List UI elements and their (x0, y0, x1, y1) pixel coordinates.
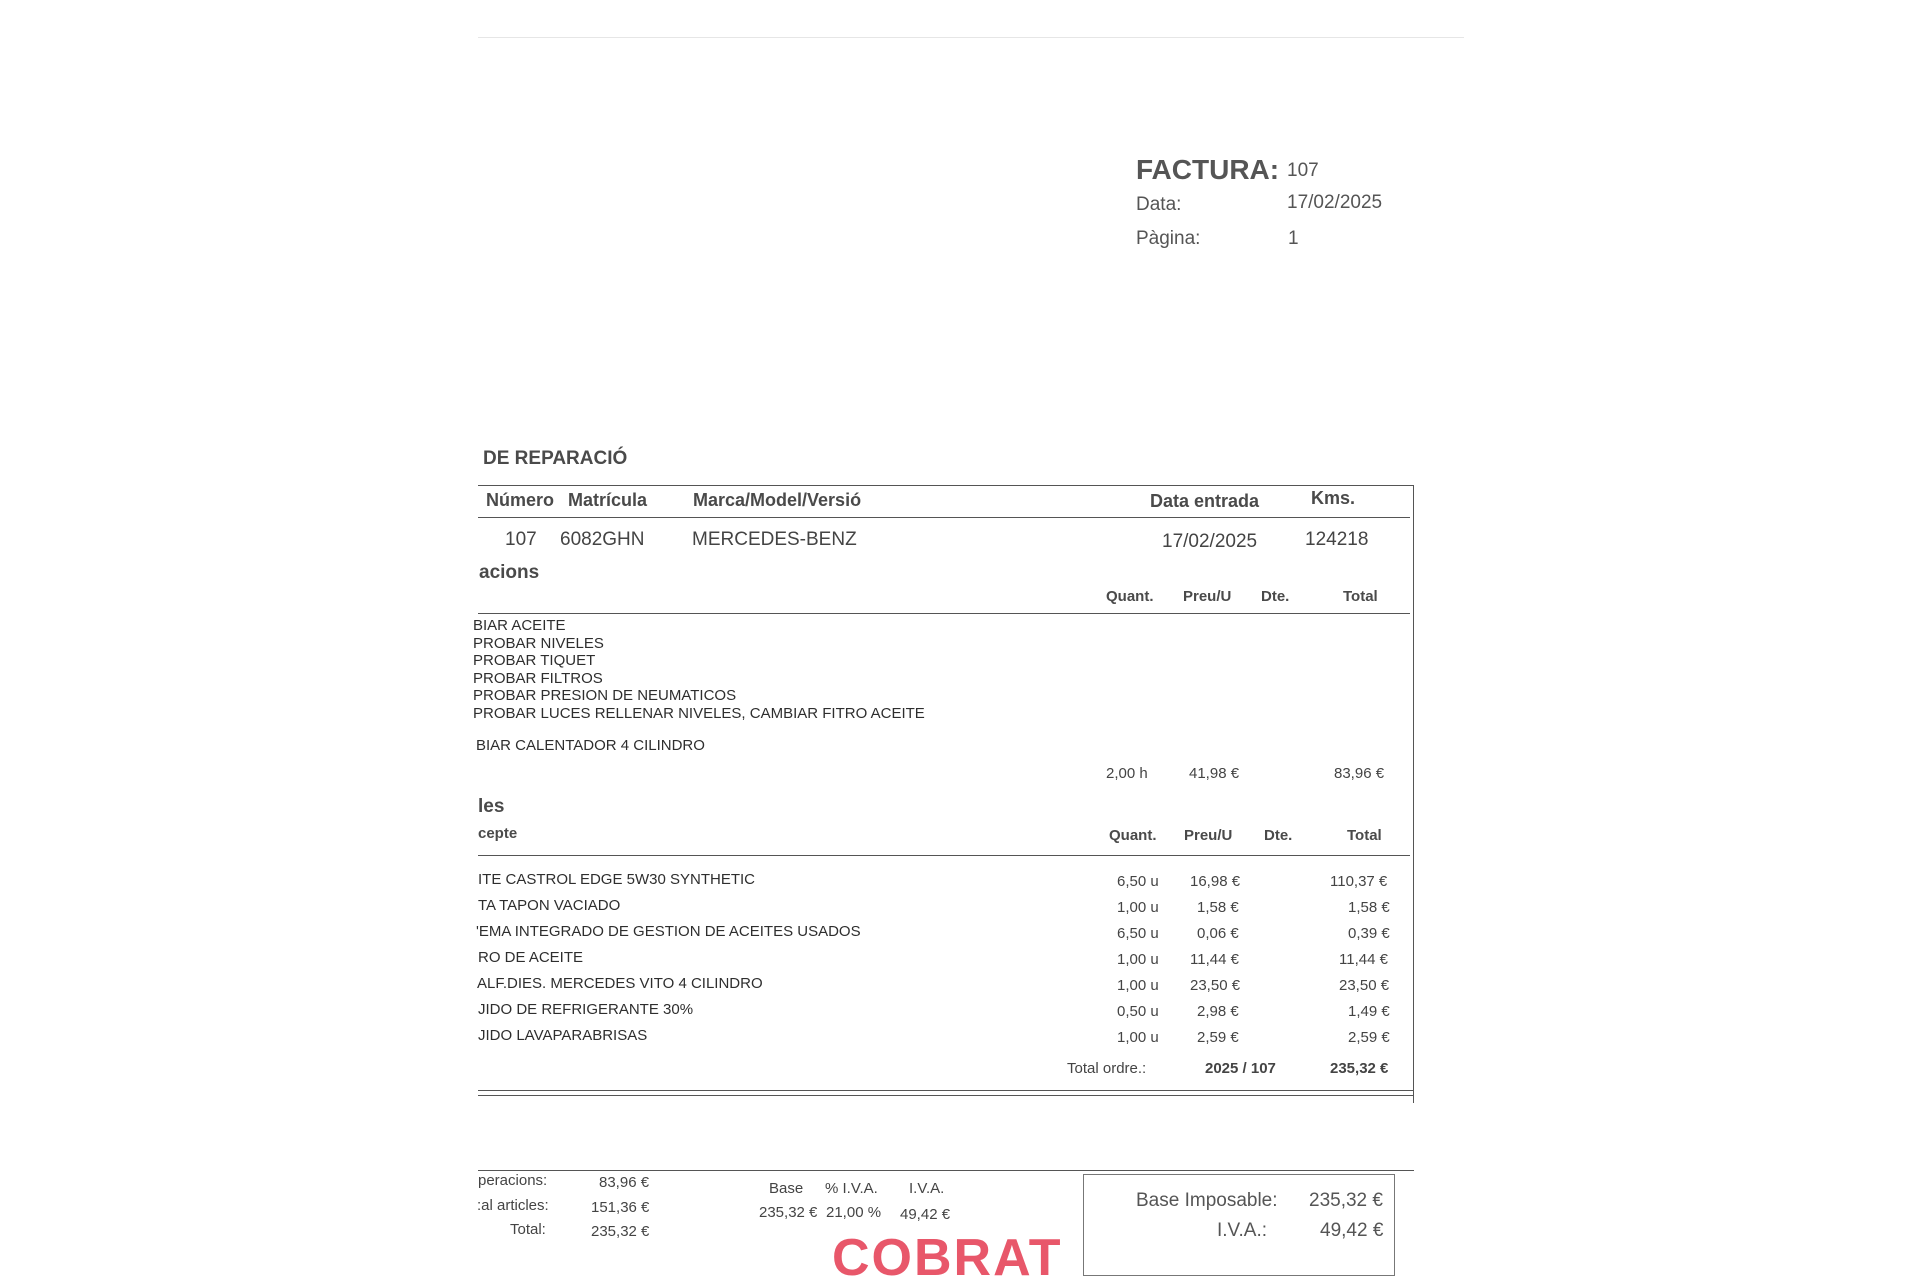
material-row-total: 1,58 € (1348, 899, 1390, 916)
vat-base-value: 235,32 € (759, 1204, 818, 1221)
material-row-price: 23,50 € (1190, 977, 1241, 994)
material-row-price: 1,58 € (1197, 899, 1239, 916)
header-make-model: Marca/Model/Versió (693, 490, 862, 510)
materials-concept-header: cepte (478, 825, 518, 842)
vehicle-kms: 124218 (1305, 529, 1369, 550)
operation-line: PROBAR FILTROS (473, 669, 603, 687)
materials-discount-header: Dte. (1264, 827, 1293, 844)
material-row-total: 11,44 € (1339, 951, 1388, 968)
summary-articles-label: :al articles: (477, 1197, 549, 1214)
order-total-label: Total ordre.: (1067, 1060, 1147, 1077)
header-plate: Matrícula (568, 490, 648, 510)
material-row-total: 2,59 € (1348, 1029, 1390, 1046)
summary-articles-value: 151,36 € (591, 1199, 650, 1216)
invoice-title-label: FACTURA: (1136, 154, 1280, 185)
material-row-total: 0,39 € (1348, 925, 1390, 942)
materials-title: les (478, 796, 505, 817)
invoice-page: 1 (1288, 228, 1299, 249)
vehicle-plate: 6082GHN (560, 529, 645, 550)
repair-order-title: DE REPARACIÓ (483, 448, 628, 469)
operations-total-header: Total (1343, 588, 1378, 605)
invoice-page-label: Pàgina: (1136, 228, 1201, 249)
operation-line: PROBAR PRESION DE NEUMATICOS (473, 687, 737, 704)
material-row-desc: JIDO LAVAPARABRISAS (478, 1027, 648, 1044)
operations-qty-header: Quant. (1106, 588, 1154, 605)
header-number: Número (486, 490, 555, 510)
material-row-qty: 1,00 u (1117, 899, 1159, 916)
operation-line: PROBAR TIQUET (473, 652, 596, 669)
material-row-qty: 0,50 u (1117, 1003, 1159, 1020)
material-row-price: 2,98 € (1197, 1003, 1239, 1020)
operation-line: BIAR ACEITE (473, 617, 566, 634)
material-row-price: 0,06 € (1197, 925, 1239, 942)
vat-pct-value: 21,00 % (826, 1204, 882, 1221)
material-row-price: 16,98 € (1190, 873, 1241, 890)
material-row-price: 11,44 € (1190, 951, 1239, 968)
taxable-base-value: 235,32 € (1309, 1190, 1383, 1211)
taxable-base-label: Base Imposable: (1136, 1190, 1278, 1211)
table-bottom-border (478, 1090, 1414, 1091)
header-kms: Kms. (1311, 488, 1356, 508)
table-right-border (1413, 485, 1414, 1103)
material-row-desc: ITE CASTROL EDGE 5W30 SYNTHETIC (478, 871, 755, 888)
operation-line: PROBAR NIVELES (473, 634, 604, 652)
operation-line: PROBAR LUCES RELLENAR NIVELES, CAMBIAR FITRO ACEITE (473, 704, 925, 722)
material-row-qty: 6,50 u (1117, 873, 1159, 890)
order-total-value: 235,32 € (1330, 1060, 1389, 1077)
materials-total-header: Total (1347, 827, 1382, 844)
materials-qty-header: Quant. (1109, 827, 1157, 844)
header-entry-date: Data entrada (1150, 491, 1260, 511)
material-row-qty: 6,50 u (1117, 925, 1159, 942)
summary-ops-label: peracions: (478, 1172, 548, 1189)
vat-base-header: Base (769, 1180, 804, 1197)
material-row-desc: RO DE ACEITE (478, 949, 584, 966)
invoice-date: 17/02/2025 (1287, 192, 1383, 213)
table-top-border (478, 485, 1414, 486)
top-edge-line (478, 37, 1464, 38)
material-row-qty: 1,00 u (1117, 1029, 1159, 1046)
material-row-total: 23,50 € (1339, 977, 1390, 994)
operations-header-divider (478, 613, 1410, 614)
material-row-desc: JIDO DE REFRIGERANTE 30% (478, 1001, 694, 1018)
operations-description (473, 617, 925, 722)
summary-total-label: Total: (510, 1221, 546, 1238)
summary-ops-value: 83,96 € (599, 1174, 650, 1191)
invoice-date-label: Data: (1136, 194, 1182, 215)
vehicle-make-model: MERCEDES-BENZ (692, 529, 857, 550)
operations-qty: 2,00 h (1106, 765, 1148, 782)
order-reference: 2025 / 107 (1205, 1060, 1276, 1077)
invoice-number: 107 (1287, 160, 1319, 181)
vat-iva-header: I.V.A. (909, 1180, 945, 1197)
vat-pct-header: % I.V.A. (825, 1180, 878, 1197)
operations-total: 83,96 € (1334, 765, 1385, 782)
paid-stamp: COBRAT (832, 1229, 1063, 1287)
iva-label: I.V.A.: (1217, 1220, 1267, 1241)
material-row-total: 110,37 € (1330, 873, 1388, 890)
iva-value: 49,42 € (1320, 1220, 1384, 1241)
material-row-desc: 'EMA INTEGRADO DE GESTION DE ACEITES USADOS (476, 923, 861, 940)
material-row-desc: TA TAPON VACIADO (478, 897, 621, 914)
operations-unit-price: 41,98 € (1189, 765, 1240, 782)
table-bottom-border-2 (478, 1095, 1414, 1096)
vehicle-header-divider (478, 517, 1410, 518)
operations-title: acions (479, 562, 540, 583)
materials-header-divider (478, 855, 1410, 856)
vat-iva-value: 49,42 € (900, 1206, 951, 1223)
material-row-qty: 1,00 u (1117, 977, 1159, 994)
summary-top-line (478, 1170, 1414, 1171)
material-row-price: 2,59 € (1197, 1029, 1239, 1046)
summary-total-value: 235,32 € (591, 1223, 650, 1240)
operations-price-header: Preu/U (1183, 588, 1232, 605)
vehicle-entry-date: 17/02/2025 (1162, 531, 1258, 552)
material-row-total: 1,49 € (1348, 1003, 1390, 1020)
material-row-qty: 1,00 u (1117, 951, 1159, 968)
materials-price-header: Preu/U (1184, 827, 1233, 844)
material-row-desc: ALF.DIES. MERCEDES VITO 4 CILINDRO (477, 975, 763, 992)
vehicle-order-number: 107 (505, 529, 537, 550)
operations-discount-header: Dte. (1261, 588, 1290, 605)
operation-extra-line: BIAR CALENTADOR 4 CILINDRO (476, 737, 705, 754)
